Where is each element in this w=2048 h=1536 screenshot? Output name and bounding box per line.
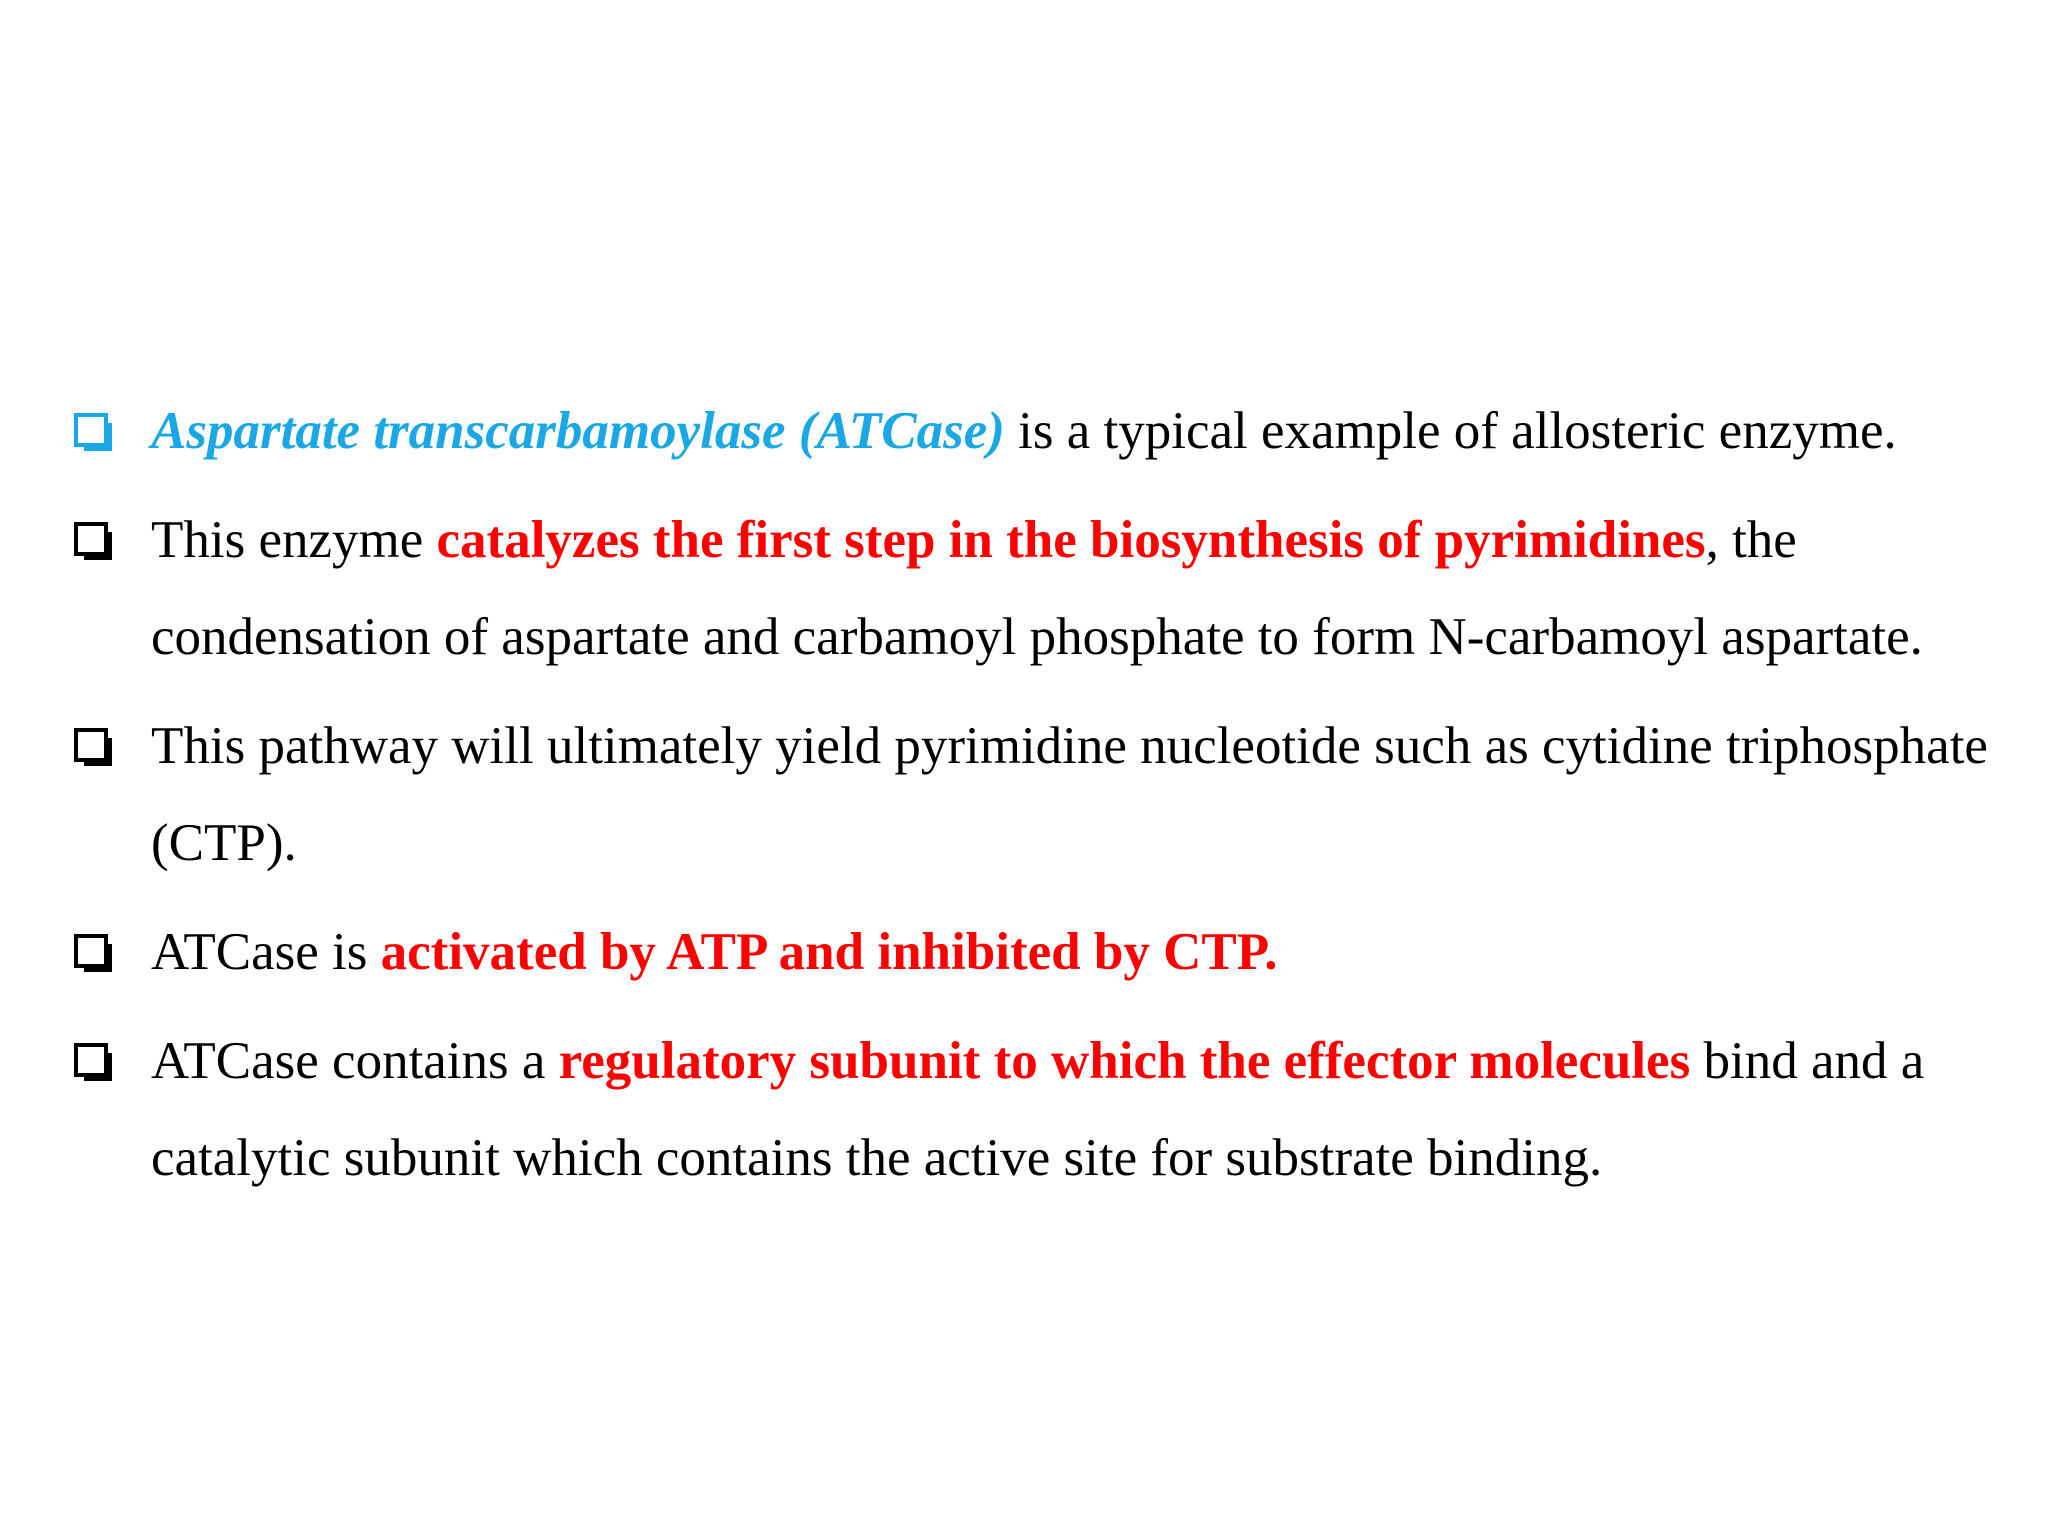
bullet-text: is a typical example of allosteric enzyme. bbox=[1004, 402, 1897, 460]
bullet-item bbox=[74, 904, 1994, 1001]
square-bullet-icon bbox=[74, 728, 114, 768]
bullet-item bbox=[74, 1013, 1994, 1207]
square-bullet-icon bbox=[74, 413, 114, 453]
bullet-item bbox=[74, 383, 1994, 480]
highlight-text: regulatory subunit to which the effector molecules bbox=[558, 1032, 1691, 1090]
square-bullet-icon bbox=[74, 934, 114, 974]
bullet-text: ATCase contains a bbox=[151, 1032, 559, 1090]
bullet-list bbox=[74, 383, 1994, 1207]
bullet-item bbox=[74, 492, 1994, 686]
highlight-text: activated by ATP and inhibited by CTP. bbox=[380, 923, 1278, 981]
bullet-text: ATCase is bbox=[151, 923, 381, 981]
bullet-item bbox=[74, 698, 1994, 892]
bullet-text: This pathway will ultimately yield pyrimidine nucleotide such as cytidine triphosphate (CTP). bbox=[151, 717, 1988, 872]
square-bullet-icon bbox=[74, 1043, 114, 1083]
bullet-text: This enzyme bbox=[151, 511, 437, 569]
bullet-text: , the condensation of aspartate and carbamoyl phosphate to form N-carbamoyl aspartate. bbox=[151, 511, 1923, 666]
square-bullet-icon bbox=[74, 522, 114, 562]
atcase-name: Aspartate transcarbamoylase (ATCase) bbox=[151, 402, 1005, 460]
highlight-text: catalyzes the first step in the biosynthesis of pyrimidines bbox=[436, 511, 1706, 569]
bullet-text: bind and a catalytic subunit which contains the active site for substrate binding. bbox=[151, 1032, 1925, 1187]
